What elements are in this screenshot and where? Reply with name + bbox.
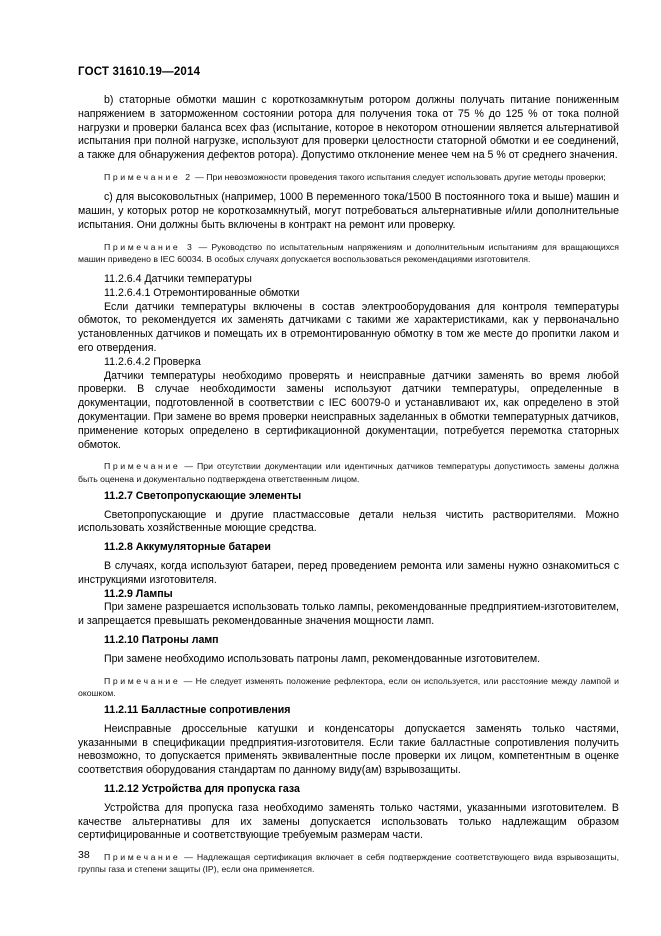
page-number: 38 [78,849,90,861]
note-4-label: Примечание [104,461,181,472]
heading-11-2-7: 11.2.7 Светопропускающие элементы [104,489,302,502]
paragraph-11-2-10: При замене необходимо использовать патроны ламп, рекомендованные изготовителем. [104,652,541,665]
heading-11-2-11: 11.2.11 Балластные сопротивления [104,703,291,716]
heading-11-2-9: 11.2.9 Лампы [104,587,173,600]
note-4 [78,460,619,484]
heading-11-2-10: 11.2.10 Патроны ламп [104,633,219,646]
paragraph-11-2-12: Устройства для пропуска газа необходимо заменять только частями, указанными изготовителем. В качестве альтернативы для их замены допускается использовать только надлежащим образом сертифицированные и соответствующие требуемым размерам части. [78,801,619,842]
paragraph-11-2-8: В случаях, когда используют батареи, перед проведением ремонта или замены нужно ознакомиться с инструкциями изготовителя. [78,559,619,586]
note-6 [78,851,619,875]
document-header: ГОСТ 31610.19—2014 [78,66,201,78]
note-3 [78,241,619,265]
heading-11-2-12: 11.2.12 Устройства для пропуска газа [104,782,300,795]
note-6-label: Примечание [104,852,181,863]
heading-11-2-8: 11.2.8 Аккумуляторные батареи [104,541,271,554]
heading-11-2-6-4: 11.2.6.4 Датчики температуры [104,272,252,285]
note-5-text: — Не следует изменять положение рефлектора, если он используется, или расстояние между лампой и окошком. [78,675,619,698]
note-5 [78,675,619,699]
page-body [78,94,619,876]
heading-11-2-6-4-2: 11.2.6.4.2 Проверка [104,355,201,368]
paragraph-11-2-6-4-2: Датчики температуры необходимо проверять и неисправные датчики заменять во время любой проверки. В случае необходимости замены используют датчики температуры, определенные в документации, подготовленной в соответствии с IEC 60079-0 и устанавливают их, как определено в этой документации. При замене во время проверки неисправных заделанных в обмотки температурных датчиков, применение которых определено в сертификационной документации, потребуется перемотка статорных обмоток. [78,369,619,451]
note-6-text: — Надлежащая сертификация включает в себя подтверждение соответствующего вида взрывозащиты, группы газа и степени защиты (IP), если она применяется. [78,852,619,875]
paragraph-11-2-6-4-1: Если датчики температуры включены в состав электрооборудования для контроля температуры обмоток, то рекомендуется их заменять датчиками с такими же характеристиками, как у первоначально установленных датчиков и помещать их в отремонтированную обмотку в том же месте до пропитки лаком и его отвердения. [78,300,619,354]
note-3-label: Примечание 3 [104,241,195,252]
paragraph-11-2-9: При замене разрешается использовать только лампы, рекомендованные предприятием-изготовителем, и запрещается превышать рекомендованные значения мощности ламп. [78,601,619,628]
paragraph-11-2-7: Светопропускающие и другие пластмассовые детали нельзя чистить растворителями. Можно использовать хозяйственные моющие средства. [78,508,619,535]
note-5-label: Примечание [104,675,181,686]
note-4-text: — При отсутствии документации или идентичных датчиков температуры допустимость замены должна быть оценена и документально подтверждена ответственным лицом. [78,461,619,484]
paragraph-b: b) статорные обмотки машин с короткозамкнутым ротором должны получать питание пониженным напряжением в заторможенном состоянии ротора для получения тока от 75 % до 125 % от тока полной нагрузки и проверки баланса всех фаз (испытание, которое в некотором отношении является альтернативой испытания при полной нагрузке, используют для проверки целостности статорной обмотки и ее соединений, а также для обнаружения дефектов ротора). Допустимо отклонение менее чем на 5 % от среднего значения. [78,94,619,162]
note-3-text: — Руководство по испытательным напряжениям и дополнительным испытаниям для вращающихся машин приведено в IEC 60034. В особых случаях допускается воспользоваться рекомендациями изготовителя. [78,241,619,264]
heading-11-2-6-4-1: 11.2.6.4.1 Отремонтированные обмотки [104,286,300,299]
note-2 [78,171,619,183]
note-2-text: — При невозможности проведения такого испытания следует использовать другие методы проверки; [192,171,606,182]
note-2-label: Примечание 2 [104,171,193,182]
paragraph-11-2-11: Неисправные дроссельные катушки и конденсаторы допускается заменять только частями, указанными в спецификации предприятия-изготовителя. Если такие балластные сопротивления получить невозможно, то допускается применять эквивалентные после проверки их лицом, компетентным в оценке соответствия оборудования стандартам по данному виду(ам) взрывозащиты. [78,722,619,777]
paragraph-c: c) для высоковольтных (например, 1000 В переменного тока/1500 В постоянного тока и выше) машин и машин, у которых ротор не короткозамкнутый, могут потребоваться альтернативные и/или дополнительные испытания. Они должны быть включены в контракт на ремонт или проверку. [78,191,619,231]
